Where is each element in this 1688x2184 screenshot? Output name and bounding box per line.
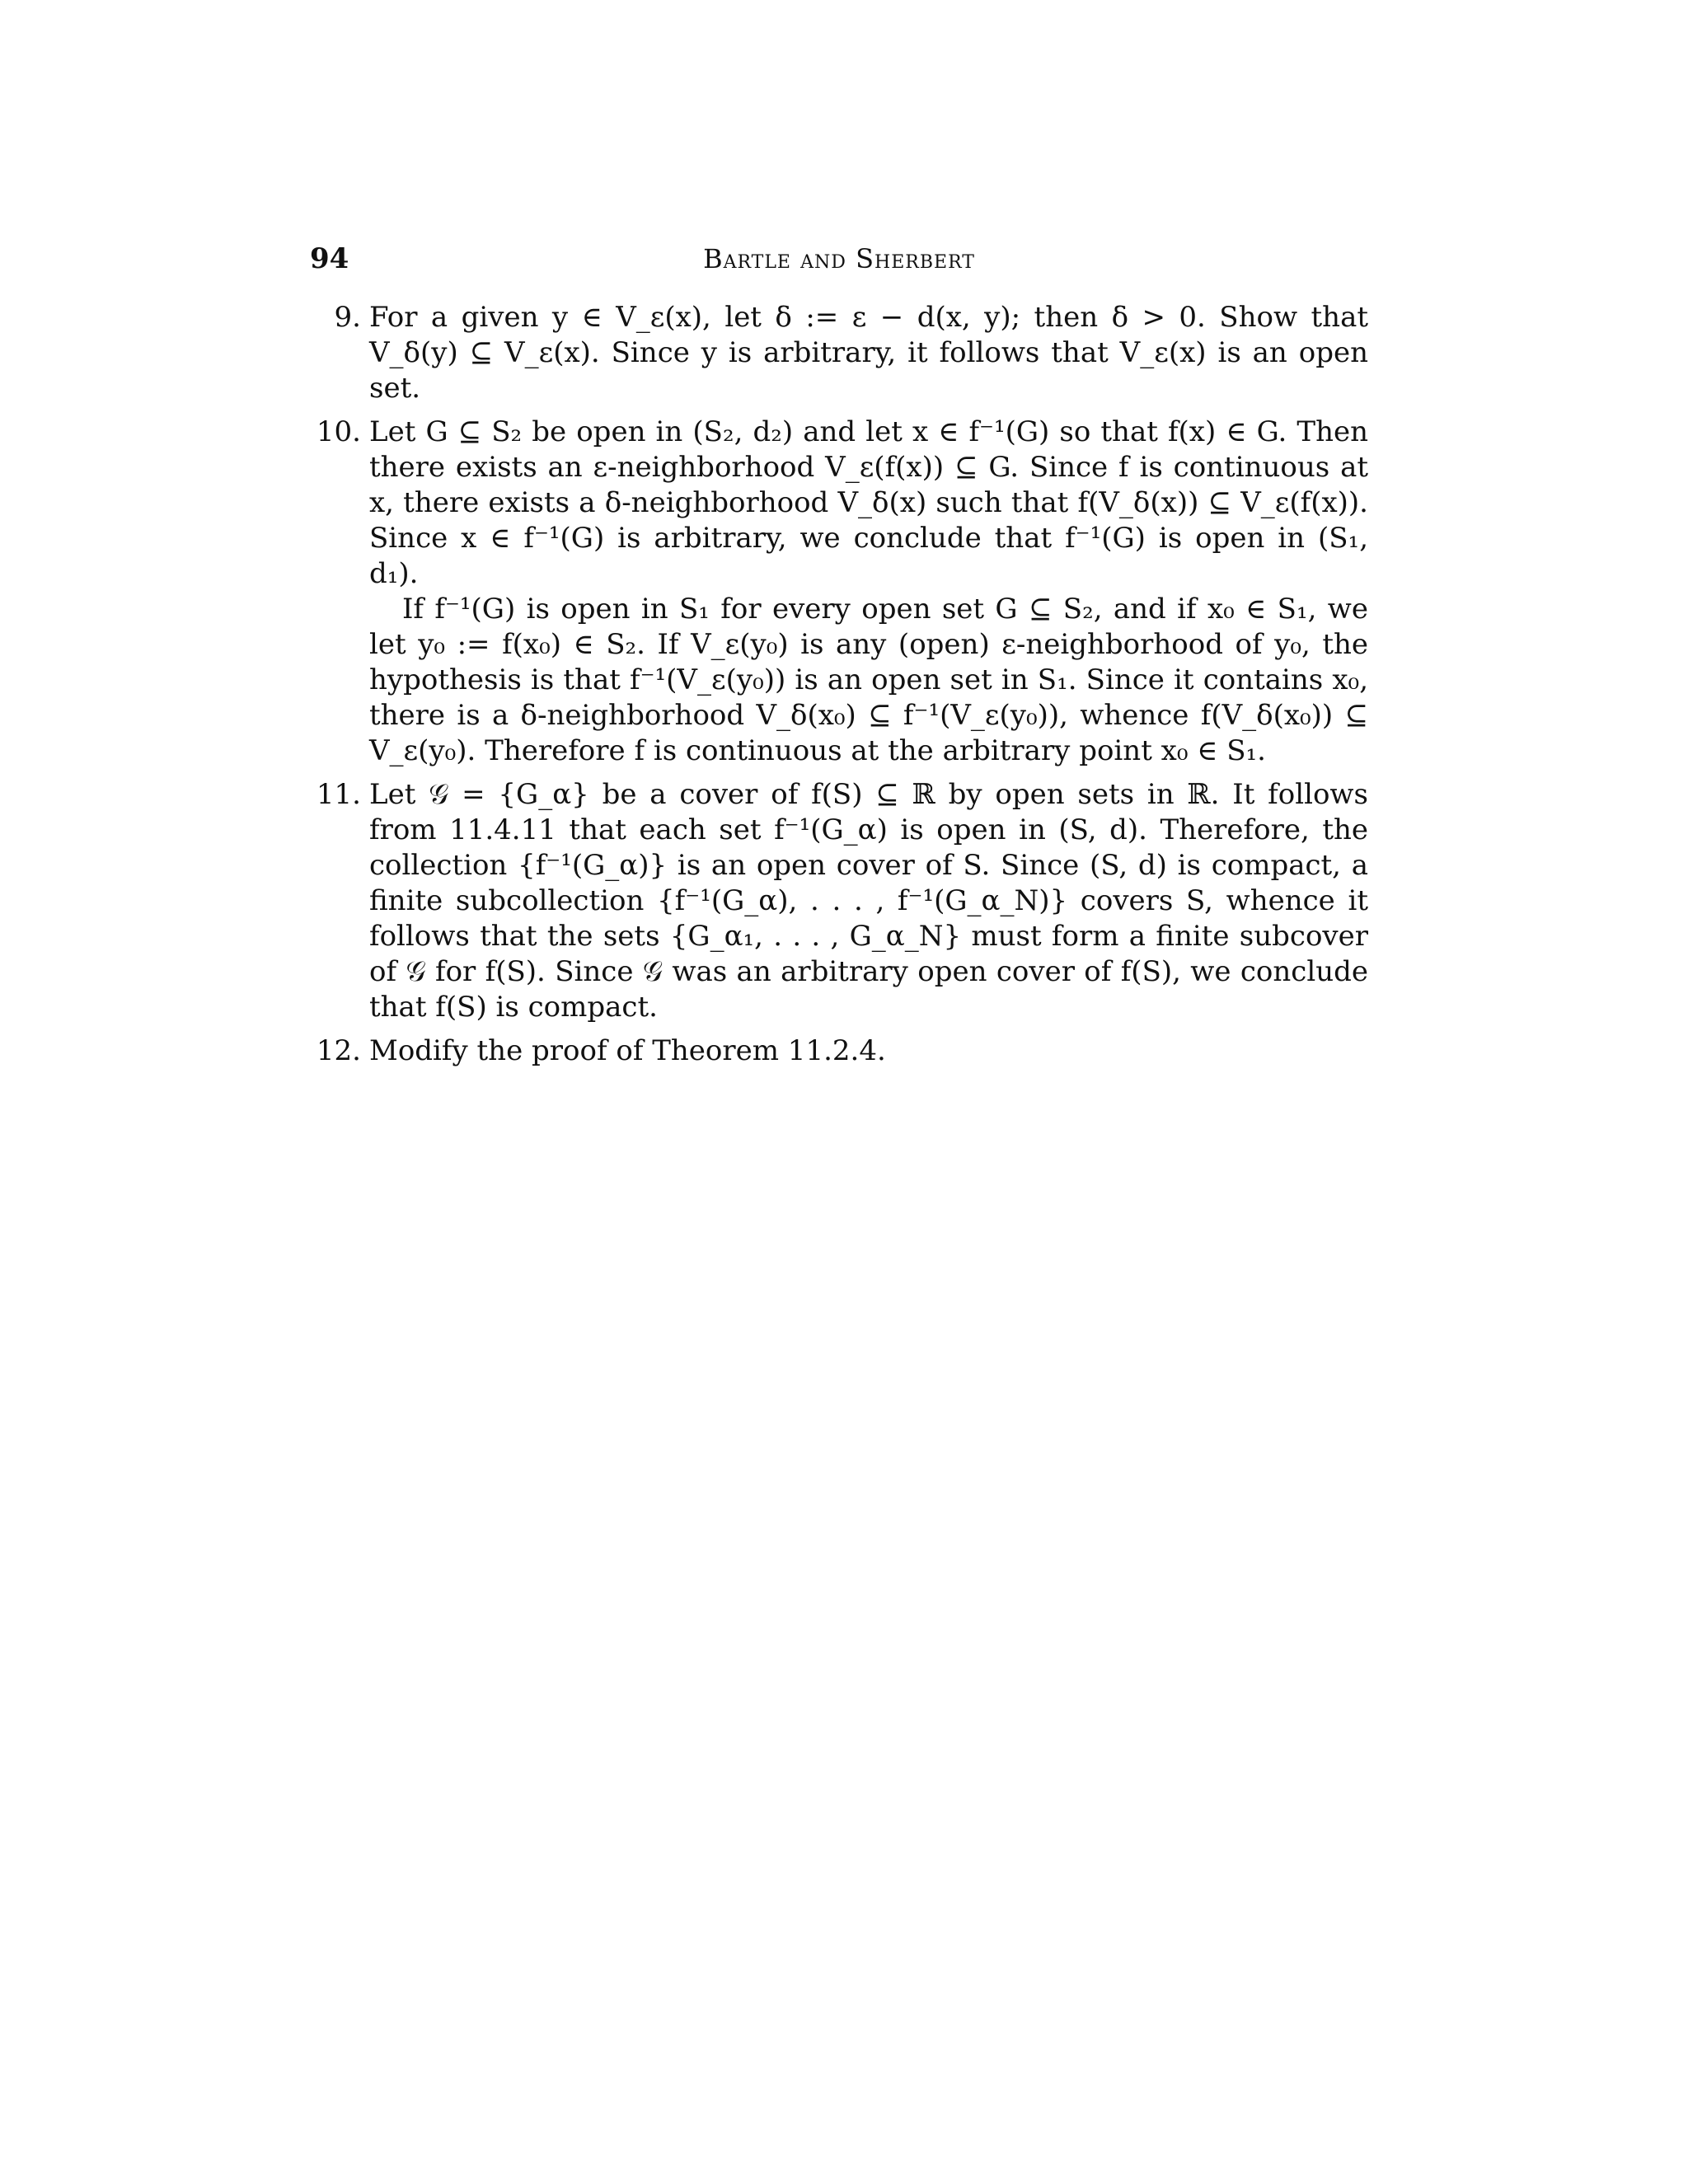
running-head: Bartle and Sherbert — [703, 243, 975, 274]
solution-paragraph: Modify the proof of Theorem 11.2.4. — [369, 1034, 886, 1067]
solution-item-12 — [310, 1033, 1368, 1069]
solution-item-10 — [310, 415, 1368, 769]
solution-paragraph: Let 𝒢 = {G_α} be a cover of f(S) ⊆ ℝ by open sets in ℝ. It follows from 11.4.11 that each set f⁻¹(G_α) is open in (S, d). Therefore, the collection {f⁻¹(G_α)} is an open cover of S. Since (S, d) is compact, a finite subcollection {f⁻¹(G_α), . . . , f⁻¹(G_α_N)} covers S, whence it follows that the sets {G_α₁, . . . , G_α_N} must form a finite subcover of 𝒢 for f(S). Since 𝒢 was an arbitrary open cover of f(S), we conclude that f(S) is compact. — [369, 778, 1368, 1024]
item-number: 11. — [316, 778, 361, 811]
solution-item-11 — [310, 777, 1368, 1025]
solution-paragraph: If f⁻¹(G) is open in S₁ for every open set G ⊆ S₂, and if x₀ ∈ S₁, we let y₀ := f(x₀) ∈ S₂. If V_ε(y₀) is any (open) ε-neighborhood of y₀, the hypothesis is that f⁻¹(V_ε(y₀)) is an open set in S₁. Since it contains x₀, there is a δ-neighborhood V_δ(x₀) ⊆ f⁻¹(V_ε(y₀)), whence f(V_δ(x₀)) ⊆ V_ε(y₀). Therefore f is continuous at the arbitrary point x₀ ∈ S₁. — [369, 593, 1368, 767]
solutions-list — [310, 300, 1368, 1077]
page-header — [310, 236, 1368, 282]
page-number: 94 — [310, 242, 349, 275]
solution-paragraph: For a given y ∈ V_ε(x), let δ := ε − d(x, y); then δ > 0. Show that V_δ(y) ⊆ V_ε(x). Since y is arbitrary, it follows that V_ε(x) is an open set. — [369, 301, 1368, 405]
item-number: 12. — [316, 1034, 361, 1067]
item-number: 10. — [316, 415, 361, 448]
item-number: 9. — [334, 301, 361, 334]
solution-paragraph: Let G ⊆ S₂ be open in (S₂, d₂) and let x ∈ f⁻¹(G) so that f(x) ∈ G. Then there exists an ε-neighborhood V_ε(f(x)) ⊆ G. Since f is continuous at x, there exists a δ-neighborhood V_δ(x) such that f(V_δ(x)) ⊆ V_ε(f(x)). Since x ∈ f⁻¹(G) is arbitrary, we conclude that f⁻¹(G) is open in (S₁, d₁). — [369, 415, 1368, 590]
solution-item-9 — [310, 300, 1368, 406]
